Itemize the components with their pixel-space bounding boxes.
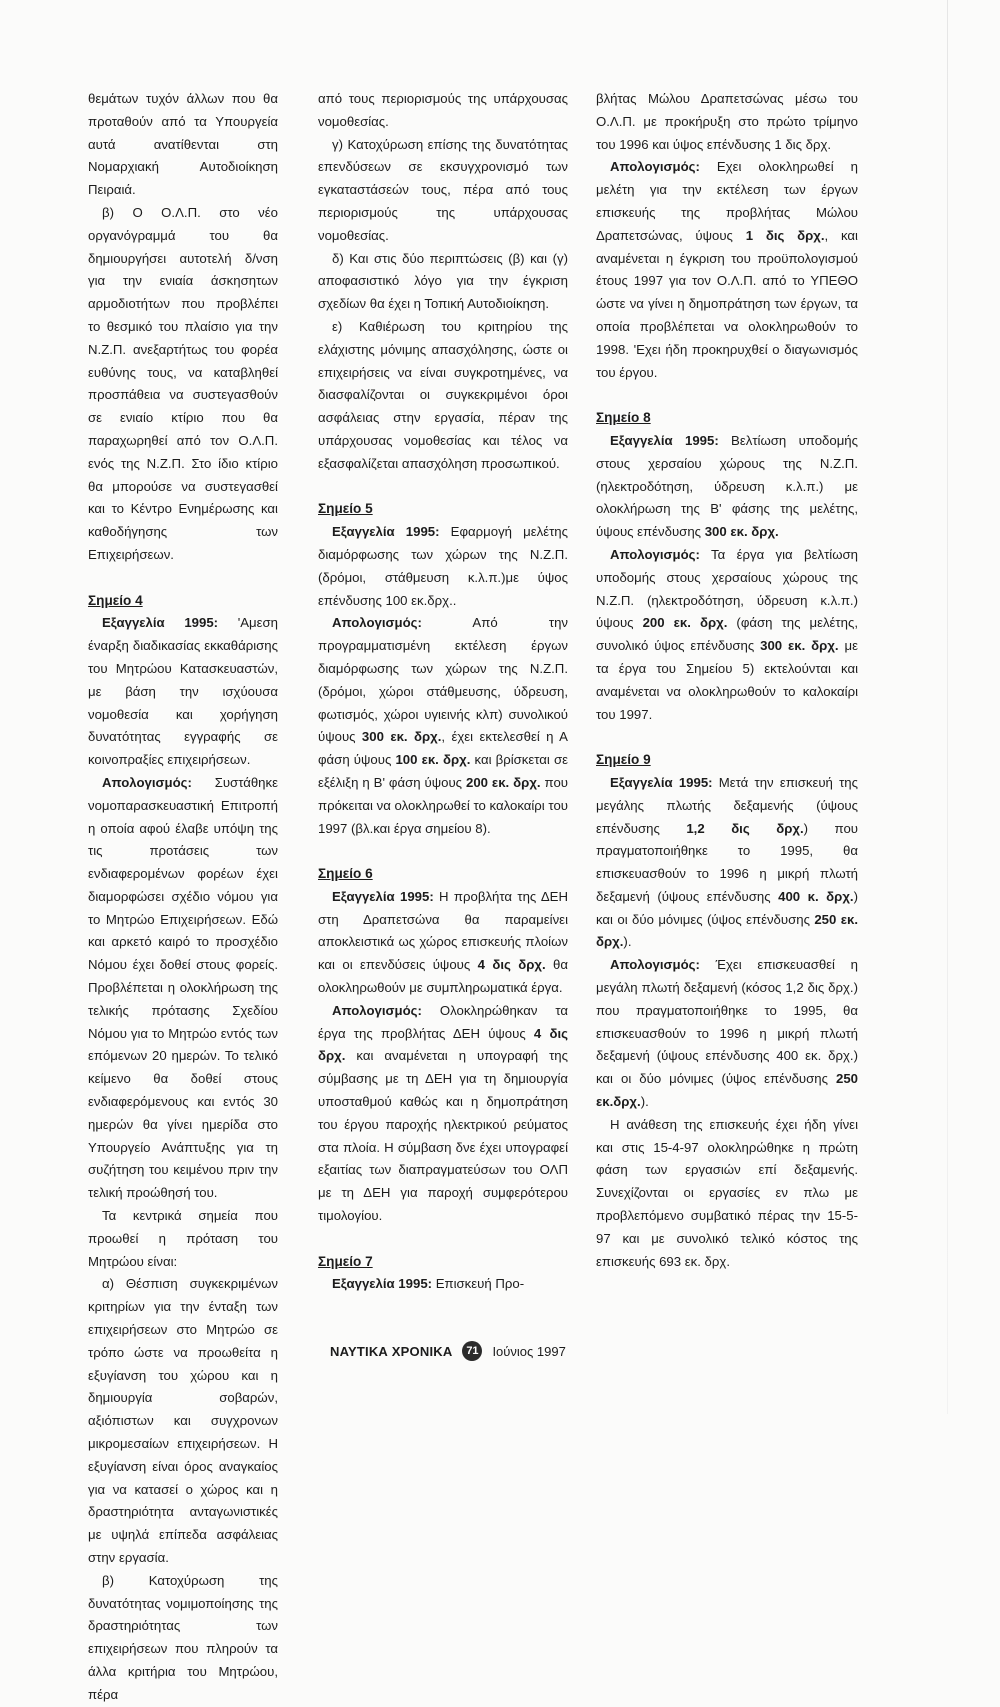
section-heading: Σημείο 4 [88,592,143,608]
text-run: δ) Και στις δύο περιπτώσεις (β) και (γ) αποφασιστικό λόγο για την έγκριση σχεδίων θα έχει η Τοπική Αυτοδιοίκηση. [318,250,568,312]
paragraph [88,1570,278,1707]
text-run: που πρόκειται να ολοκληρωθεί το καλοκαίρι του 1997 (βλ.και έργα σημείου 8). [318,774,568,836]
paragraph [596,430,858,544]
paragraph [88,1205,278,1273]
text-run: α) Θέσπιση συγκεκριμένων κριτηρίων για την ένταξη των επιχειρήσεων στο Μητρώο σε τρόπο ώστε να προωθείτα η εξυγίανση του χώρου και η δημιουργία σοβαρών, αξιόπιστων και συγχρονων μικρομεσαίων επιχειρήσεων. Η εξυγίανση είναι όρος αναγκαίος για να κατασεί ο χώρος και η δραστηριότητα ανταγωνιστικές με υψηλά επίπεδα ασφάλειας στην εργασία. [88,1276,278,1565]
bold-run: 4 δις δρχ. [318,1025,568,1064]
issue-date: Ιούνιος 1997 [492,1343,566,1359]
paragraph [318,248,568,316]
bold-run: 300 εκ. δρχ. [361,729,442,745]
bold-run: Απολογισμός: [610,957,700,973]
section-heading: Σημείο 7 [318,1253,373,1269]
text-run: και αναμένεται η υπογραφή της σύμβασης με τη ΔΕΗ για τη δημιουργία υποσταθμού καθώς και η δημοπράτηση του έργου παροχής ηλεκτρικού ρεύματος στα πλοία. Η σύμβαση δνε έχει υπογραφεί εξαιτίας των διαπραγματεύσων του ΟΛΠ με τη ΔΕΗ για παροχή συμφερότερου τιμολογίου. [318,1048,568,1224]
spacer [596,726,858,749]
spacer [318,840,568,863]
text-run: ε) Καθιέρωση του κριτηρίου της ελάχιστης μόνιμης απασχόλησης, ώστε οι επιχειρήσεις να είναι συγκροτημένες, να διασφαλίζονται οι συγκεκριμένοι όροι ασφάλειας στην εργασία, πέραν της υπάρχουσας νομοθεσίας και τέλος να εξασφαλίζεται απασχόληση προσωπικού. [318,318,568,471]
text-run: Τα κεντρικά σημεία που προωθεί η πρόταση του Μητρώου είναι: [88,1208,278,1269]
bold-run: 300 εκ. δρχ. [760,638,839,654]
text-run: Εχει ολοκληρωθεί η μελέτη για την εκτέλεση των έργων επισκευής της προβλήτας Μώλου Δραπετσώνας, ύψους [596,159,858,243]
bold-run: 300 εκ. δρχ. [704,524,779,540]
column-2 [318,88,568,1296]
paragraph [596,1114,858,1274]
text-run: Από την προγραμματισμένη εκτέλεση έργων διαμόρφωσης των χώρων της Ν.Ζ.Π. (δρόμοι, χώροι στάθμευσης, ύδρευση, φωτισμός, χώροι υγιεινής κλπ) συνολικού ύψους [318,615,568,745]
text-run: και βρίσκεται σε εξέλιξη η Β' φάση ύψους [318,752,568,790]
spacer [88,567,278,590]
paragraph [318,886,568,1000]
text-run: θα ολοκληρωθούν με συμπληρωματικά έργα. [318,957,569,996]
text-run: Μετά την επισκευή της μεγάλης πλωτής δεξαμενής (ύψους επένδυσης [596,774,858,836]
text-run: Συστάθηκε νομοπαρασκευαστική Επιτροπή η οποία αφού έλαβε υπόψη της τις προτάσεις των ενδιαφερομένων φορέων έχει διαμορφώσει σχέδιο νόμου για το Μητρώο Επιχειρήσεων. Εδώ και αρκετό καιρό το προσχέδιο Νόμου έχει δοθεί στους φορείς. Προβλέπεται η ολοκλήρωση της τελικής πρότασης Σχεδίου Νόμου για το Μητρώο εντός των επόμενων 20 ημερών. Το τελικό κείμενο θα δοθεί στους ενδιαφερόμενους και εντός 30 ημερών θα γίνει ημερίδα στο Υπουργείο Ανάπτυξης για τη συζήτηση του κειμένου πριν την τελική προώθησή του. [88,774,278,1201]
bold-run: 4 δις δρχ. [477,957,546,973]
bold-run: Απολογισμός: [102,774,192,790]
text-run: βλήτας Μώλου Δραπετσώνας μέσω του Ο.Λ.Π. με προκήρυξη στο πρώτο τρίμηνο του 1996 και ύψος επένδυσης 1 δις δρχ. [596,91,858,152]
paragraph [318,134,568,248]
text-run: , έχει εκτελεσθεί η Α φάση ύψους [318,729,568,768]
bold-run: Εξαγγελία 1995: [332,524,440,540]
spacer [596,384,858,407]
bold-run: Εξαγγελία 1995: [610,774,713,790]
text-run: ). [623,934,632,950]
bold-run: Απολογισμός: [610,159,700,175]
text-run: ) και οι δύο μόνιμες (ύψος επένδυσης [596,888,858,927]
bold-run: Απολογισμός: [610,546,700,562]
bold-run: 200 εκ. δρχ. [642,615,728,631]
text-run: Τα έργα για βελτίωση υποδομής στους χερσαίους χώρους της Ν.Ζ.Π. (ηλεκτροδότηση, ύδρευση κ.λ.π.) ύψους [596,546,858,631]
paragraph [318,1000,568,1228]
bold-run: 400 κ. δρχ. [778,888,854,904]
text-run: Η ανάθεση της επισκευής έχει ήδη γίνει και στις 15-4-97 ολοκληρώθηκε η πρώτη φάση των εργασιών επί δεξαμενής. Συνεχίζονται οι εργασίες εν πλω με προβλεπόμενο συμβατικό πέρας την 15-5-97 και με συνολικό τελικό κόστος της επισκευής 693 εκ. δρχ. [596,1116,858,1269]
paragraph [88,88,278,202]
paragraph [88,202,278,567]
spacer [318,1228,568,1251]
paragraph [318,612,568,840]
bold-run: Απολογισμός: [332,1002,422,1018]
column-3 [596,88,858,1273]
scan-edge [947,0,948,1414]
text-run: από τους περιορισμούς της υπάρχουσας νομοθεσίας. [318,91,568,129]
text-run: με τα έργα του Σημείου 5) εκτελούνται και αναμένεται να ολοκληρωθούν το καλοκαίρι του 1997. [596,638,858,722]
text-run: 'Αμεση έναρξη διαδικασίας εκκαθάρισης του Μητρώου Κατασκευαστών, με βάση την ισχύουσα νομοθεσία και χορήγηση δυνατότητας εγγραφής σε κοινοπραξίες επιχειρήσεων. [88,615,278,768]
bold-run: Εξαγγελία 1995: [332,1276,433,1292]
text-run: θεμάτων τυχόν άλλων που θα προταθούν από τα Υπουργεία αυτά ανατίθενται στη Νομαρχιακή Αυτοδιοίκηση Πειραιά. [88,91,278,198]
paragraph [596,544,858,726]
text-run: ) που πραγματοποιήθηκε το 1995, θα επισκευασθούν το 1996 η μικρή πλωτή δεξαμενή (ύψους επένδυσης [596,820,859,904]
bold-run: 1 δις δρχ. [745,227,825,243]
bold-run: 200 εκ. δρχ. [465,774,541,790]
bold-run: 1,2 δις δρχ. [686,820,804,836]
paragraph [596,954,858,1114]
paragraph [318,1273,568,1296]
text-run: Ολοκληρώθηκαν τα έργα της προβλήτας ΔΕΗ ύψους [318,1002,568,1041]
text-run: , και αναμένεται η έγκριση του προϋπολογισμού έτους 1997 για τον Ο.Λ.Π. από το ΥΠΕΘΟ ώστε να γίνει η δημοπράτηση των έργων, τα οποία προβλέπεται να ολοκληρωθούν το 1998. 'Εχει ήδη προκηρυχθεί ο διαγωνισμός του έργου. [596,227,858,380]
text-run: Η προβλήτα της ΔΕΗ στη Δραπετσώνα θα παραμείνει αποκλειστικά ως χώρος επισκευής πλοίων και οι επενδύσεις ύψους [318,888,568,973]
text-run: β) Ο Ο.Λ.Π. στο νέο οργανόγραμμά του θα δημιουργήσει αυτοτελή δ/νση για την ενιαία άσκησητων αρμοδιοτήτων που προβλέπει το θεσμικό του πλαίσιο για την Ν.Ζ.Π. ανεξαρτήτως του φορέα ευθύνης τους, να καταβληθεί προσπάθεια να συστεγασθούν σε ενιαίο κτίριο που θα παραχωρηθεί από τον Ο.Λ.Π. ενός της Ν.Ζ.Π. Στο ίδιο κτίριο θα μπορούσε να συστεγασθεί και το Κέντρο Ενημέρωσης και καθοδήγησης των Επιχειρήσεων. [88,204,278,562]
bold-run: 250 εκ. δρχ. [596,911,859,950]
text-run: γ) Κατοχύρωση επίσης της δυνατότητας επενδύσεων σε εκσυγχρονισμό των εγκαταστάσεών τους, πέρα από τους περιορισμούς της υπάρχουσας νομοθεσίας. [318,136,568,243]
text-run: Έχει επισκευασθεί η μεγάλη πλωτή δεξαμενή (κόσος 1,2 δις δρχ.) που πραγματοποιήθηκε το 1995, θα επισκευασθούν το 1996 η μικρή πλωτή δεξαμενή (ύψους επένδυσης 400 εκ. δρχ.) και οι δύο μόνιμες (ύψος επένδυσης [596,957,858,1087]
section-heading: Σημείο 6 [318,866,373,882]
bold-run: Εξαγγελία 1995: [332,888,434,904]
text-run: Επισκευή Προ- [432,1276,525,1292]
text-run: Εφαρμογή μελέτης διαμόρφωσης των χώρων της Ν.Ζ.Π. (δρόμοι, στάθμευση κ.λ.π.)με ύψος επένδυσης 100 εκ.δρχ.. [318,524,568,608]
section-heading: Σημείο 5 [318,501,373,517]
bold-run: Απολογισμός: [332,615,422,631]
text-run: Βελτίωση υποδομής στους χερσαίου χώρους της Ν.Ζ.Π. (ηλεκτροδότηση, ύδρευση κ.λ.π.) με ολοκλήρωση της Β' φάσης της μελέτης, ύψους επένδυσης [596,432,858,540]
section-heading: Σημείο 9 [596,752,651,768]
section-heading: Σημείο 8 [596,410,651,426]
text-run: β) Κατοχύρωση της δυνατότητας νομιμοποίησης της δραστηριότητας των επιχειρήσεων που πληρούν τα άλλα κριτήρια του Μητρώου, πέρα [88,1572,278,1702]
paragraph [88,1273,278,1569]
spacer [318,476,568,499]
publication-name: ΝΑΥΤΙΚΑ ΧΡΟΝΙΚΑ [330,1343,453,1359]
page-number: 71 [462,1341,482,1361]
paragraph [596,772,858,954]
paragraph [318,521,568,612]
text-run: ). [640,1094,649,1110]
paragraph [318,88,568,134]
paragraph [88,772,278,1205]
bold-run: 100 εκ. δρχ. [395,752,471,768]
paragraph [88,612,278,772]
paragraph [596,156,858,384]
bold-run: Εξαγγελία 1995: [102,615,219,631]
paragraph [318,316,568,476]
text-run: (φάση της μελέτης, συνολικό ύψος επένδυσης [596,615,858,654]
bold-run: Εξαγγελία 1995: [610,432,719,448]
page-footer [330,1338,650,1364]
bold-run: 250 εκ.δρχ. [596,1071,858,1110]
column-1 [88,88,278,1707]
paragraph [596,88,858,156]
